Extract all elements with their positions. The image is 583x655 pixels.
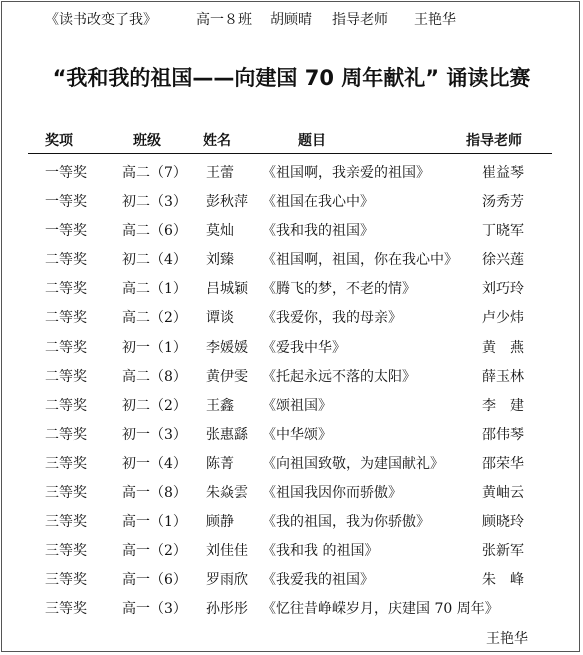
- class-cell: 高二（1）: [122, 281, 187, 298]
- title-cell: 《腾飞的梦，不老的情》: [262, 281, 416, 298]
- title-cell: 《我爱你，我的母亲》: [262, 310, 402, 327]
- column-header-name: 姓名: [203, 133, 231, 149]
- class-cell: 高一（2）: [122, 543, 187, 560]
- column-header-class: 班级: [133, 133, 161, 149]
- table-row: [0, 244, 583, 273]
- award-cell: 三等奖: [45, 601, 87, 618]
- header-divider: [28, 153, 552, 154]
- header-teacher-name: 王艳华: [414, 12, 456, 28]
- class-cell: 高一（1）: [122, 514, 187, 531]
- table-row: [0, 564, 583, 593]
- table-row: [0, 332, 583, 361]
- title-cell: 《忆往昔峥嵘岁月，庆建国 70 周年》: [262, 601, 499, 618]
- name-cell: 王鑫: [206, 397, 234, 414]
- name-cell: 张惠繇: [206, 426, 248, 443]
- title-cell: 《托起永远不落的太阳》: [262, 368, 416, 385]
- table-row: [0, 506, 583, 535]
- teacher-cell: 朱 峰: [482, 572, 524, 589]
- name-cell: 彭秋萍: [206, 194, 248, 211]
- class-cell: 高一（3）: [122, 601, 187, 618]
- name-cell: 刘佳佳: [206, 543, 248, 560]
- award-cell: 二等奖: [45, 252, 87, 269]
- teacher-cell: 崔益琴: [482, 165, 524, 181]
- class-cell: 高二（8）: [122, 368, 187, 385]
- award-cell: 二等奖: [45, 368, 87, 385]
- award-cell: 一等奖: [45, 194, 87, 211]
- header-book-title: 《读书改变了我》: [45, 12, 157, 28]
- title-cell: 《中华颂》: [262, 426, 332, 443]
- class-cell: 初二（4）: [122, 252, 187, 269]
- signature: 王艳华: [486, 631, 528, 647]
- name-cell: 罗雨欣: [206, 572, 248, 589]
- class-cell: 高二（2）: [122, 310, 187, 327]
- header-teacher-label: 指导老师: [332, 12, 388, 28]
- name-cell: 刘臻: [206, 252, 234, 269]
- name-cell: 陈菁: [206, 455, 234, 472]
- table-row: [0, 215, 583, 244]
- table-row: [0, 448, 583, 477]
- title-cell: 《我和我的祖国》: [262, 223, 374, 240]
- teacher-cell: 顾晓玲: [482, 514, 524, 531]
- award-cell: 二等奖: [45, 310, 87, 327]
- name-cell: 孙彤彤: [206, 601, 248, 618]
- title-cell: 《我和我 的祖国》: [262, 543, 379, 560]
- teacher-cell: 李 建: [482, 397, 524, 414]
- class-cell: 初一（3）: [122, 426, 187, 443]
- table-row: [0, 419, 583, 448]
- title-cell: 《祖国在我心中》: [262, 194, 374, 211]
- teacher-cell: 丁晓军: [482, 223, 524, 240]
- column-header-award: 奖项: [45, 133, 73, 149]
- table-row: [0, 186, 583, 215]
- award-cell: 一等奖: [45, 223, 87, 240]
- header-class: 高一８班: [196, 12, 252, 28]
- title-cell: 《爱我中华》: [262, 339, 346, 356]
- teacher-cell: 张新军: [482, 543, 524, 560]
- class-cell: 初一（1）: [122, 339, 187, 356]
- teacher-cell: 卢少炜: [482, 310, 524, 327]
- name-cell: 李媛媛: [206, 339, 248, 356]
- teacher-cell: 薛玉林: [482, 368, 524, 385]
- teacher-cell: 徐兴莲: [482, 252, 524, 269]
- table-row: [0, 302, 583, 331]
- teacher-cell: 黄岫云: [482, 485, 524, 502]
- award-cell: 三等奖: [45, 543, 87, 560]
- header-student-name: 胡顾晴: [270, 12, 312, 28]
- name-cell: 朱焱雲: [206, 485, 248, 502]
- award-cell: 三等奖: [45, 514, 87, 531]
- award-cell: 一等奖: [45, 165, 87, 181]
- teacher-cell: 邵伟琴: [482, 426, 524, 443]
- table-row: [0, 273, 583, 302]
- table-row: [0, 390, 583, 419]
- table-row: [0, 361, 583, 390]
- class-cell: 高一（8）: [122, 485, 187, 502]
- award-cell: 二等奖: [45, 339, 87, 356]
- award-cell: 二等奖: [45, 426, 87, 443]
- award-cell: 三等奖: [45, 455, 87, 472]
- class-cell: 初一（4）: [122, 455, 187, 472]
- class-cell: 初二（3）: [122, 194, 187, 211]
- results-table: [0, 157, 583, 623]
- name-cell: 黄伊雯: [206, 368, 248, 385]
- column-header-teacher: 指导老师: [466, 133, 522, 149]
- title-cell: 《我爱我的祖国》: [262, 572, 374, 589]
- name-cell: 莫灿: [206, 223, 234, 240]
- award-cell: 二等奖: [45, 397, 87, 414]
- table-row: [0, 477, 583, 506]
- class-cell: 高二（7）: [122, 165, 187, 181]
- class-cell: 高一（6）: [122, 572, 187, 589]
- teacher-cell: 刘巧玲: [482, 281, 524, 298]
- column-header-title: 题目: [298, 133, 326, 149]
- teacher-cell: 汤秀芳: [482, 194, 524, 211]
- page-title: “我和我的祖国——向建国 70 周年献礼” 诵读比赛: [52, 66, 531, 90]
- name-cell: 谭谈: [206, 310, 234, 327]
- title-cell: 《我的祖国，我为你骄傲》: [262, 514, 430, 531]
- name-cell: 吕城颖: [206, 281, 248, 298]
- table-row: [0, 593, 583, 622]
- class-cell: 初二（2）: [122, 397, 187, 414]
- teacher-cell: 邵荣华: [482, 455, 524, 472]
- title-cell: 《祖国我因你而骄傲》: [262, 485, 402, 502]
- teacher-cell: 黄 燕: [482, 339, 524, 356]
- title-cell: 《向祖国致敬，为建国献礼》: [262, 455, 444, 472]
- award-cell: 二等奖: [45, 281, 87, 298]
- name-cell: 顾静: [206, 514, 234, 531]
- award-cell: 三等奖: [45, 572, 87, 589]
- title-cell: 《祖国啊，祖国，你在我心中》: [262, 252, 458, 269]
- title-cell: 《颂祖国》: [262, 397, 332, 414]
- class-cell: 高二（6）: [122, 223, 187, 240]
- table-row: [0, 535, 583, 564]
- name-cell: 王蕾: [206, 165, 234, 181]
- title-cell: 《祖国啊，我亲爱的祖国》: [262, 165, 430, 181]
- table-row: [0, 157, 583, 186]
- award-cell: 三等奖: [45, 485, 87, 502]
